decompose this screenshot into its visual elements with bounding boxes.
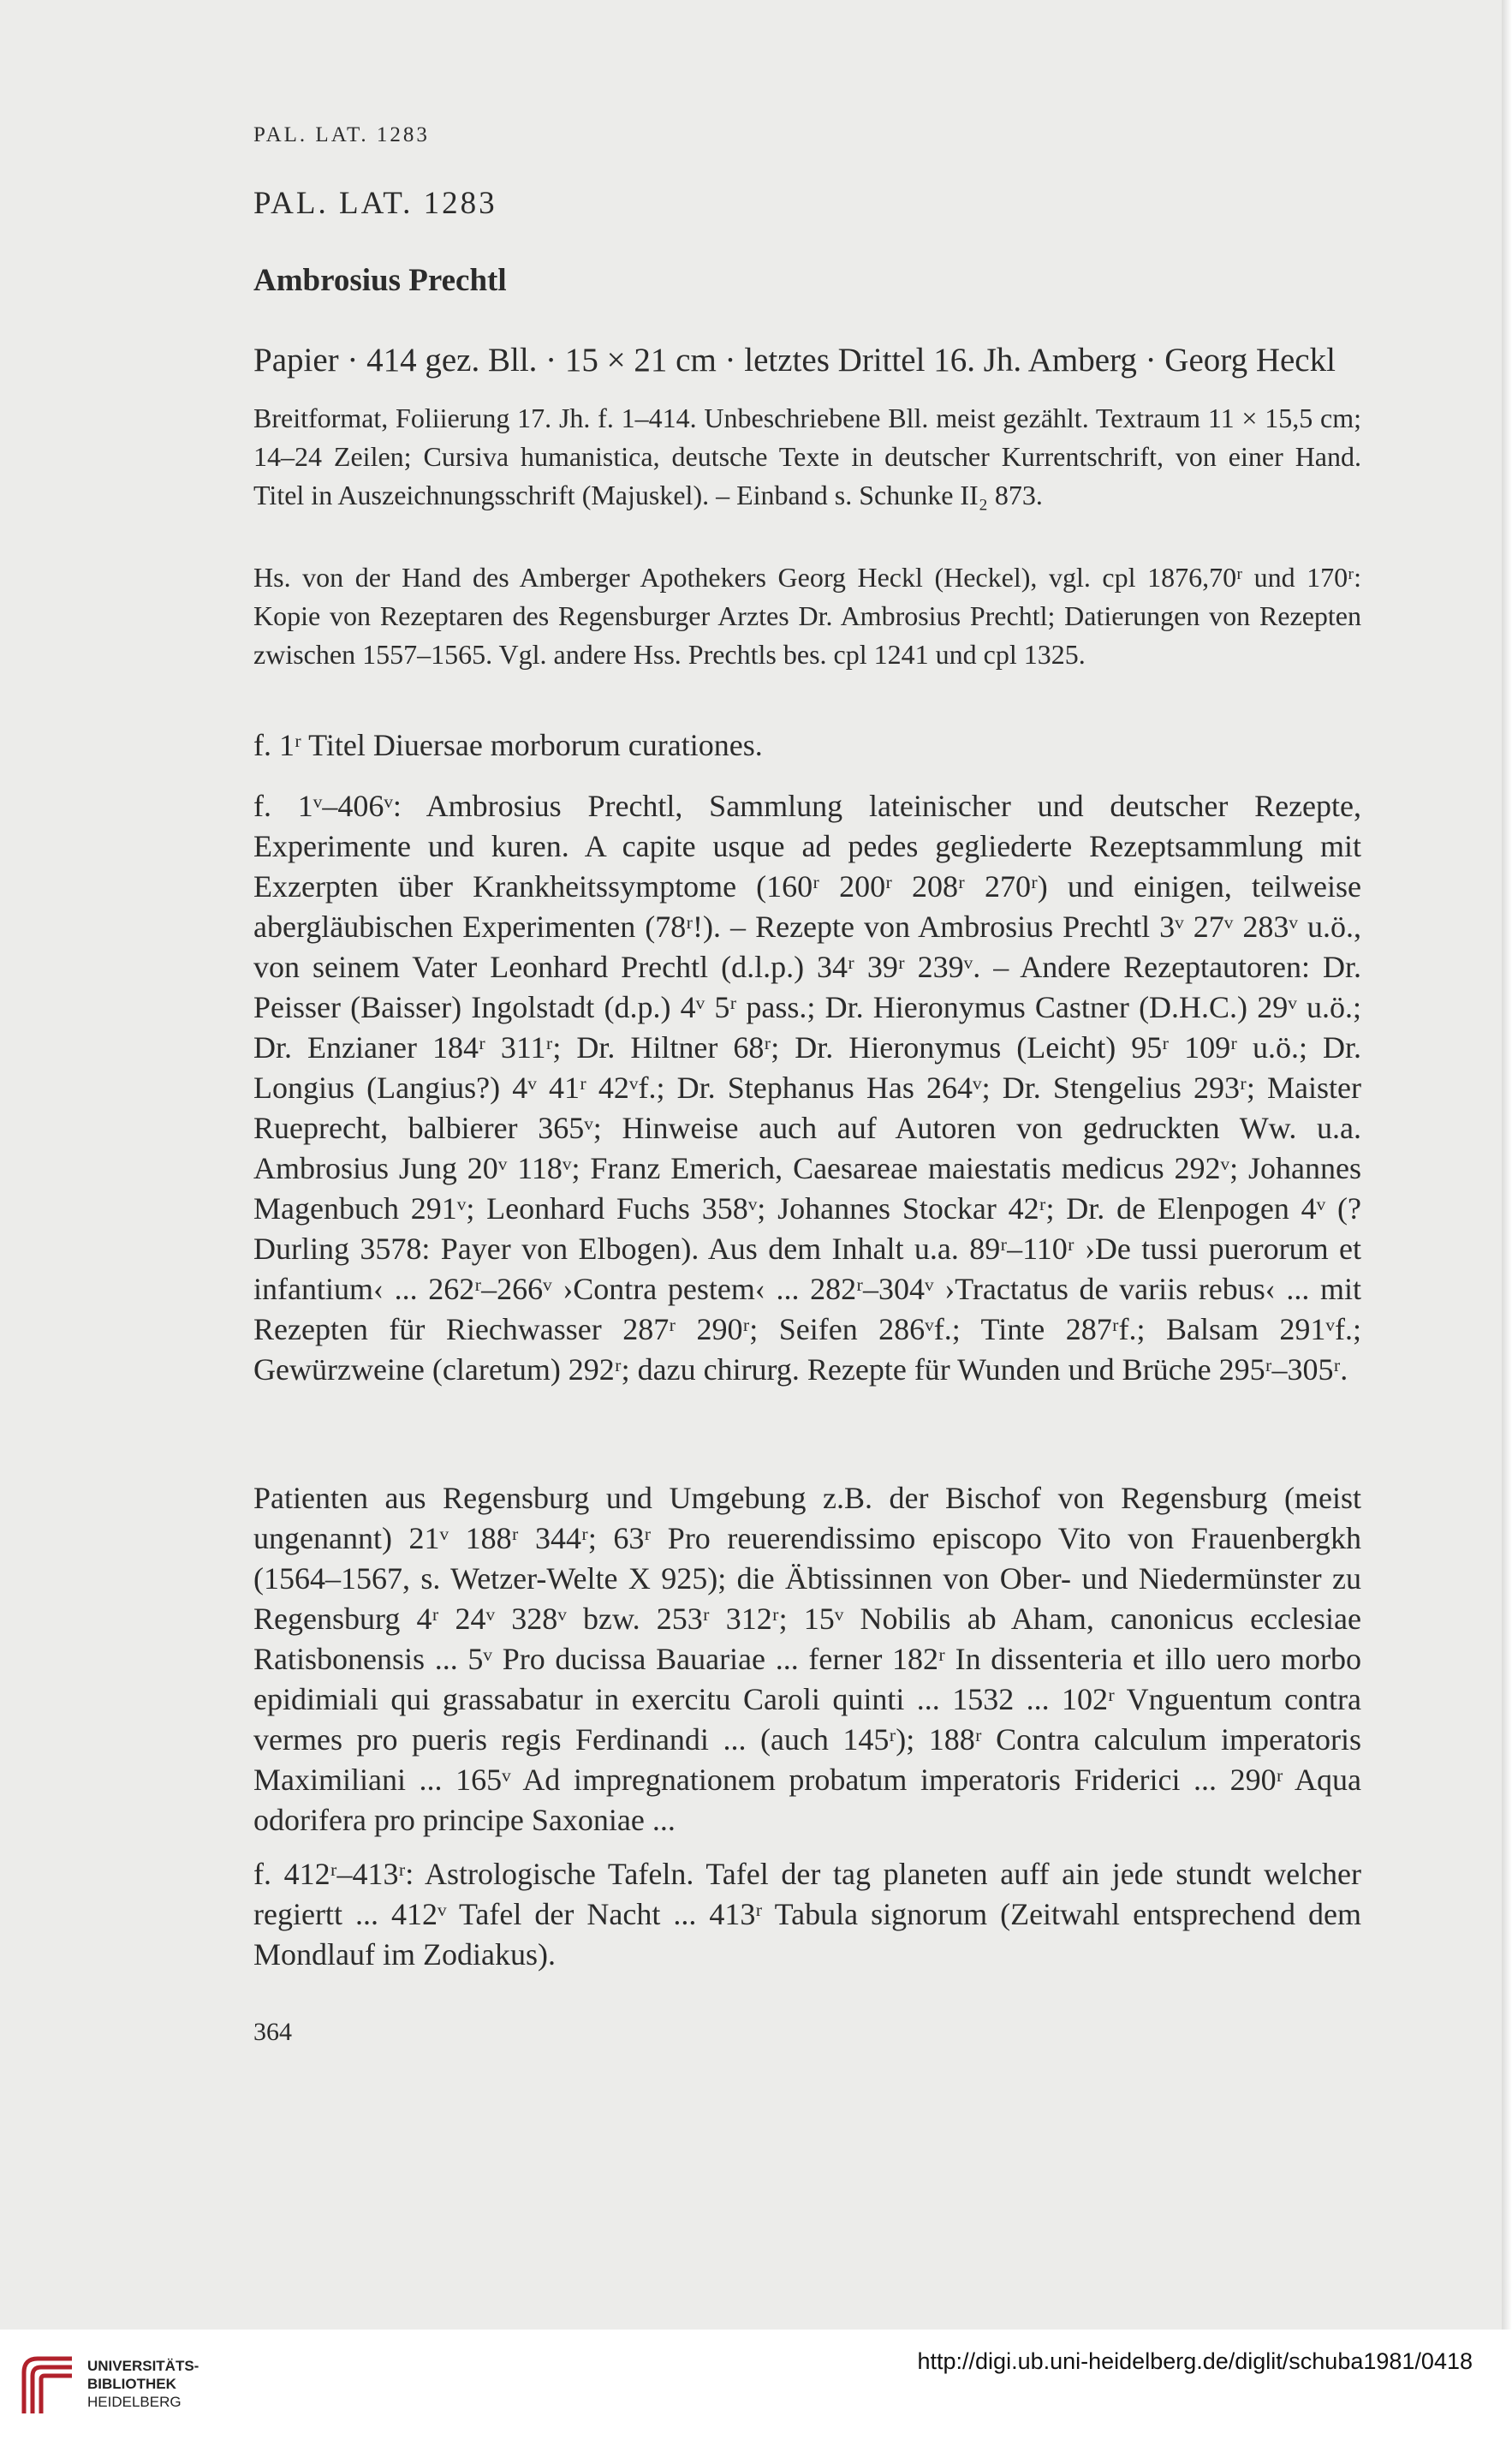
description-paragraph: Hs. von der Hand des Amberger Apothekers Georg Heckl (Heckel), vgl. cpl 1876,70ʳ und 170ʳ: Kopie von Rezeptaren des Regensburger Arztes Dr. Ambrosius Prechtl; Datierungen von Rezepten zwischen 1557–1565. Vgl. andere Hss. Prechtls bes. cpl 1241 und cpl 1325. <box>253 562 1361 670</box>
page-edge <box>1502 0 1512 2330</box>
section-paragraph: f. 1ᵛ–406ᵛ: Ambrosius Prechtl, Sammlung lateinischer und deutscher Rezepte, Experimente und kuren. A capite usque ad pedes gegliederte Rezeptsammlung mit Exzerpten über Krankheitssymptome (160ʳ 200ʳ 208ʳ 270ʳ) und einigen, teilweise abergläubischen Experimenten (78ʳ!). – Rezepte von Ambrosius Prechtl 3ᵛ 27ᵛ 283ᵛ u.ö., von seinem Vater Leonhard Prechtl (d.l.p.) 34ʳ 39ʳ 239ᵛ. – Andere Rezeptautoren: Dr. Peisser (Baisser) Ingolstadt (d.p.) 4ᵛ 5ʳ pass.; Dr. Hieronymus Castner (D.H.C.) 29ᵛ u.ö.; Dr. Enzianer 184ʳ 311ʳ; Dr. Hiltner 68ʳ; Dr. Hieronymus (Leicht) 95ʳ 109ʳ u.ö.; Dr. Longius (Langius?) 4ᵛ 41ʳ 42ᵛf.; Dr. Stephanus Has 264ᵛ; Dr. Stengelius 293ʳ; Maister Rueprecht, balbierer 365ᵛ; Hinweise auch auf Autoren von gedruckten Ww. u.a. Ambrosius Jung 20ᵛ 118ᵛ; Franz Emerich, Caesareae maiestatis medicus 292ᵛ; Johannes Magenbuch 291ᵛ; Leonhard Fuchs 358ᵛ; Johannes Stockar 42ʳ; Dr. de Elenpogen 4ᵛ (? Durling 3578: Payer von Elbogen). Aus dem Inhalt u.a. 89ʳ–110ʳ ›De tussi puerorum et infantium‹ ... 262ʳ–266ᵛ ›Contra pestem‹ ... 282ʳ–304ᵛ ›Tractatus de variis rebus‹ ... mit Rezepten für Riechwasser 287ʳ 290ʳ; Seifen 286ᵛf.; Tinte 287ʳf.; Balsam 291ᵛf.; Gewürzweine (claretum) 292ʳ; dazu chirurg. Rezepte für Wunden und Brüche 295ʳ–305ʳ. <box>253 789 1361 1387</box>
section-paragraph: f. 412ʳ–413ʳ: Astrologische Tafeln. Tafel der tag planeten auff ain jede stundt welcher regiertt ... 412ᵛ Tafel der Nacht ... 413ʳ Tabula signorum (Zeitwahl entsprechend dem Mondlauf im Zodiakus). <box>253 1857 1361 1972</box>
section-astrological-tables <box>253 1854 1361 1975</box>
section-patients <box>253 1478 1361 1840</box>
page-number: 364 <box>253 2018 292 2046</box>
section-paragraph: Patienten aus Regensburg und Umgebung z.B. der Bischof von Regensburg (meist ungenannt) 21ᵛ 188ʳ 344ʳ; 63ʳ Pro reuerendissimo episcopo Vito von Frauenbergkh (1564–1567, s. Wetzer-Welte X 925); die Äbtissinnen von Ober- und Niedermünster zu Regensburg 4ʳ 24ᵛ 328ᵛ bzw. 253ʳ 312ʳ; 15ᵛ Nobilis ab Aham, canonicus ecclesiae Ratisbonensis ... 5ᵛ Pro ducissa Bauariae ... ferner 182ʳ In dissenteria et illo uero morbo epidimiali qui grassabatur in exercitu Caroli quinti ... 1532 ... 102ʳ Vnguentum contra vermes pro pueris regis Ferdinandi ... (auch 145ʳ); 188ʳ Contra calculum imperatoris Maximiliani ... 165ᵛ Ad impregnationem probatum imperatoris Friderici ... 290ʳ Aqua odorifera pro principe Saxoniae ... <box>253 1481 1361 1837</box>
shelfmark-heading: PAL. LAT. 1283 <box>253 186 497 221</box>
section-paragraph: f. 1ʳ Titel Diuersae morborum curationes. <box>253 728 763 762</box>
permalink-url[interactable]: http://digi.ub.uni-heidelberg.de/diglit/schuba1981/0418 <box>917 2348 1473 2374</box>
manuscript-summary: Papier · 414 gez. Bll. · 15 × 21 cm · letztes Drittel 16. Jh. Amberg · Georg Heckl <box>253 342 1336 379</box>
description-paragraph: Breitformat, Foliierung 17. Jh. f. 1–414. Unbeschriebene Bll. meist gezählt. Textraum 11 × 15,5 cm; 14–24 Zeilen; Cursiva humanistica, deutsche Texte in deutscher Kurrentschrift, von einer Hand. Titel in Auszeichnungsschrift (Majuskel). – Einband s. Schunke II₂ 873. <box>253 403 1361 510</box>
library-name-line: BIBLIOTHEK <box>87 2376 176 2392</box>
physical-description <box>253 399 1361 515</box>
library-name[interactable] <box>87 2357 199 2411</box>
heidelberg-library-logo-icon[interactable] <box>19 2353 77 2415</box>
library-name-line: UNIVERSITÄTS- <box>87 2358 199 2374</box>
section-recipes <box>253 786 1361 1390</box>
viewer-footer <box>0 2330 1512 2440</box>
provenance-description <box>253 558 1361 674</box>
section-title-folio <box>253 725 1361 766</box>
library-name-line: HEIDELBERG <box>87 2394 182 2410</box>
author-heading: Ambrosius Prechtl <box>253 263 507 298</box>
running-head: PAL. LAT. 1283 <box>253 123 430 146</box>
